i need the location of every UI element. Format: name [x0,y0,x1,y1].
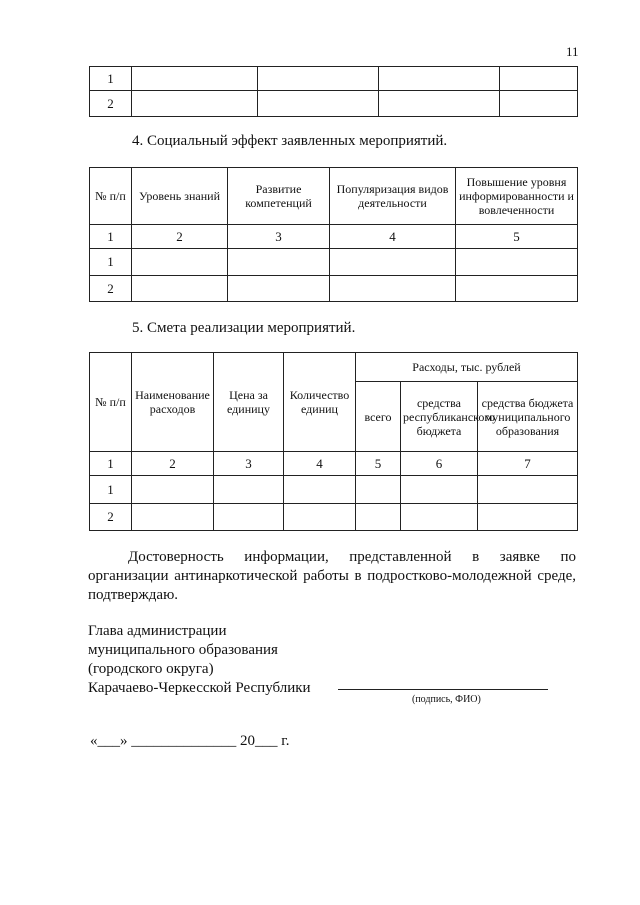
index-row: 1 2 3 4 5 [90,225,578,249]
table-row [90,249,578,276]
header-quantity: Количество единиц [284,353,356,452]
header-popularization: Популяризация видов деятельности [330,168,456,225]
row-number: 2 [90,91,132,117]
header-num: № п/п [90,168,132,225]
header-price: Цена за единицу [214,353,284,452]
table-row [90,504,578,531]
confirmation-paragraph: Достоверность информации, представленной в заявке по организации антинаркотической работы в подростково-молодежной среде, подтверждаю. [88,549,576,603]
social-effect-table [89,167,578,302]
date-line: «___» ______________ 20___ г. [90,733,290,749]
page-number: 11 [566,44,579,59]
header-municipal: средства бюджета муниципального образования [478,382,578,452]
table-row [90,91,578,117]
header-awareness: Повышение уровня информированности и вовлеченности [456,168,578,225]
signature-caption: (подпись, ФИО) [412,694,481,705]
table-row [90,476,578,504]
section4-heading: 4. Социальный эффект заявленных мероприятий. [132,133,448,149]
signature-line-2: муниципального образования [88,642,278,658]
header-total: всего [356,382,401,452]
estimate-table [89,352,578,531]
signature-line-4: Карачаево-Черкесской Республики [88,680,311,696]
index-row: 1 2 3 4 5 6 7 [90,452,578,476]
signature-block [88,622,311,698]
header-row [90,168,578,225]
signature-line-1: Глава администрации [88,623,227,639]
header-knowledge: Уровень знаний [132,168,228,225]
table-row [90,276,578,302]
header-republic: средства республиканского бюджета [401,382,478,452]
header-name: Наименование расходов [132,353,214,452]
row-number: 2 [90,504,132,531]
header-expenses: Расходы, тыс. рублей [356,353,578,382]
signature-field-line [338,689,548,690]
row-number: 1 [90,67,132,91]
row-number: 1 [90,476,132,504]
header-num: № п/п [90,353,132,452]
table-row [90,67,578,91]
top-table [89,66,578,117]
header-row [90,353,578,382]
section5-heading: 5. Смета реализации мероприятий. [132,320,356,336]
row-number: 1 [90,249,132,276]
row-number: 2 [90,276,132,302]
signature-line-3: (городского округа) [88,661,214,677]
header-competence: Развитие компетенций [228,168,330,225]
